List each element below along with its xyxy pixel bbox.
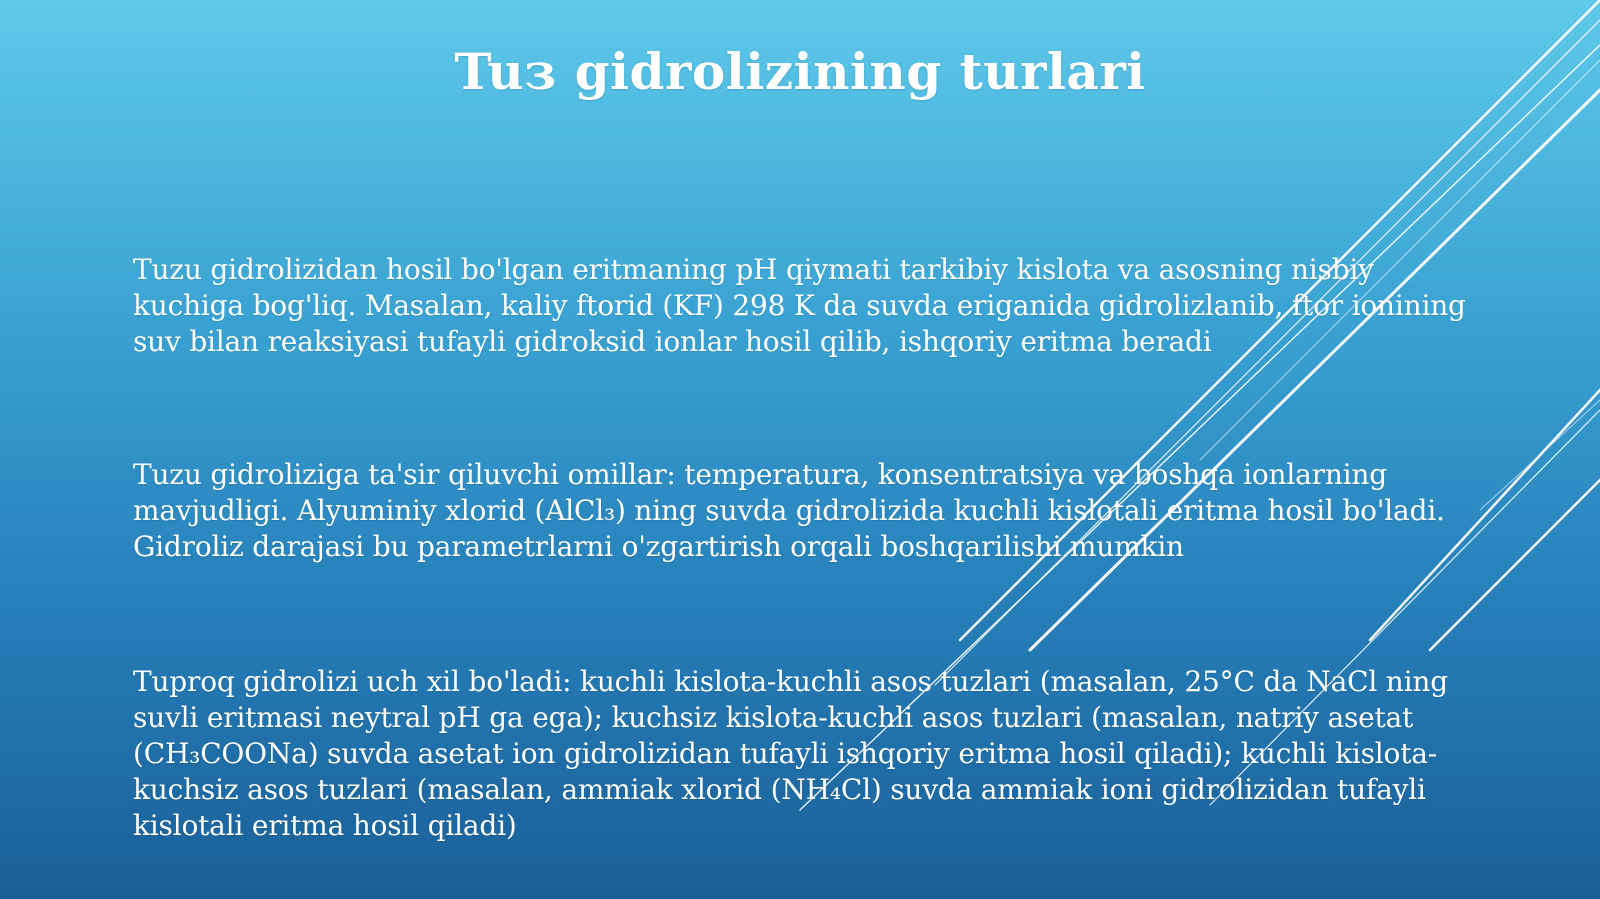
- paragraph-ph-dependence: Tuzu gidrolizidan hosil bo'lgan eritmaning pH qiymati tarkibiy kislota va asosning nisbiy kuchiga bog'liq. Masalan, kaliy ftorid (KF) 298 K da suvda eriganida gidrolizlanib, ftor ionining suv bilan reaksiyasi tufayli gidroksid ionlar hosil qilib, ishqoriy eritma beradi: [133, 253, 1466, 358]
- slide-title: Tuз gidrolizining turlari: [454, 42, 1146, 101]
- paragraph-hydrolysis-types: Tuproq gidrolizi uch xil bo'ladi: kuchli kislota-kuchli asos tuzlari (masalan, 25°C da NaCl ning suvli eritmasi neytral pH ga ega); kuchsiz kislota-kuchli asos tuzlari (masalan, natriy asetat (CH₃COONa) suvda asetat ion gidrolizidan tufayli ishqoriy eritma hosil qiladi); kuchli kislota-kuchsiz asos tuzlari (masalan, ammiak xlorid (NH₄Cl) suvda ammiak ioni gidrolizidan tufayli kislotali eritma hosil qiladi): [133, 665, 1448, 842]
- decor-line: [1480, 400, 1600, 510]
- decor-line: [1030, 90, 1600, 650]
- paragraph-influencing-factors: Tuzu gidroliziga ta'sir qiluvchi omillar: temperatura, konsentratsiya va boshqa ionlarning mavjudligi. Alyuminiy xlorid (AlCl₃) ning suvda gidrolizida kuchli kislotali eritma hosil bo'ladi. Gidroliz darajasi bu parametrlarni o'zgartirish orqali boshqarilishi mumkin: [133, 458, 1445, 563]
